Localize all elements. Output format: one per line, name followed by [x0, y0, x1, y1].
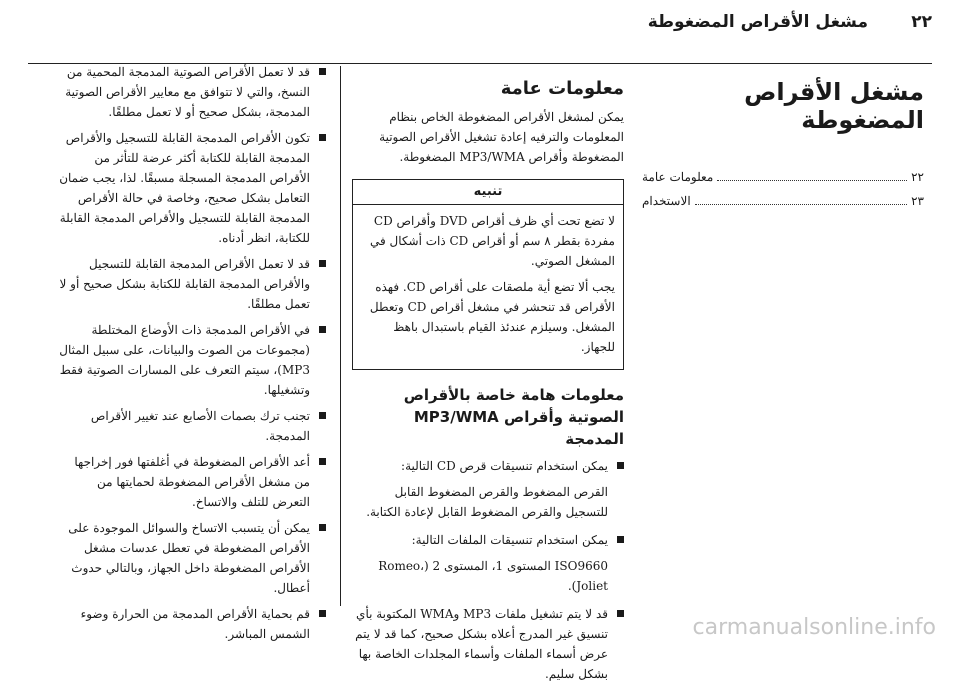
- notice-body: [353, 205, 623, 369]
- handling-list: [58, 62, 326, 644]
- subsection-title: معلومات هامة خاصة بالأقراص الصوتية وأقراص MP3/WMA المدمجة: [403, 386, 624, 448]
- notice-title: تنبيه: [353, 180, 623, 205]
- list-item-text: قم بحماية الأقراص المدمجة من الحرارة وضوء الشمس المباشر.: [80, 607, 310, 641]
- left-column: [58, 62, 326, 650]
- bullet-square-icon: [319, 610, 326, 617]
- list-item: [352, 530, 624, 596]
- list-item-text: قد لا تعمل الأقراص المدمجة القابلة للتسجيل والأقراص المدمجة القابلة للكتابة بشكل صحيح أو لا تعمل مطلقًا.: [59, 257, 310, 311]
- list-item: [58, 320, 326, 400]
- watermark: carmanualsonline.info: [692, 615, 936, 640]
- notice-paragraph: يجب ألا تضع أية ملصقات على أقراص CD. فهذه الأقراص قد تنحشر في مشغل أقراص CD وتعطل المشغل. وسيلزم عندئذ القيام باستبدال باهظ للجهاز.: [369, 280, 615, 354]
- list-item: [58, 254, 326, 314]
- bullet-square-icon: [319, 326, 326, 333]
- toc-entry-page: ٢٣: [911, 194, 924, 208]
- list-item-detail: ISO9660 المستوى 1، المستوى 2 (Romeo، Joliet).: [378, 559, 608, 593]
- bullet-square-icon: [319, 458, 326, 465]
- list-item-text: في الأقراص المدمجة ذات الأوضاع المختلطة (مجموعات من الصوت والبيانات، على سبيل المثال MP3)، سيتم التعرف على المسارات الصوتية فقط وتشغيلها.: [59, 323, 310, 397]
- list-item-text: تجنب ترك بصمات الأصابع عند تغيير الأقراص المدمجة.: [90, 409, 310, 443]
- bullet-square-icon: [319, 412, 326, 419]
- list-item: [58, 406, 326, 446]
- list-item-text: قد لا يتم تشغيل ملفات MP3 وWMA المكتوبة بأي تنسيق غير المدرج أعلاه بشكل صحيح، كما قد لا يتم عرض أسماء الملفات وأسماء المجلدات الخاصة بها بشكل سليم.: [355, 607, 608, 681]
- toc-entry-label: معلومات عامة: [642, 170, 714, 184]
- section-title: معلومات عامة: [500, 78, 624, 99]
- list-item: [58, 518, 326, 598]
- bullet-square-icon: [319, 260, 326, 267]
- bullet-square-icon: [617, 610, 624, 617]
- list-item-detail: القرص المضغوط والقرص المضغوط القابل للتسجيل والقرص المضغوط القابل لإعادة الكتابة.: [366, 485, 608, 519]
- list-item-text: تكون الأقراص المدمجة القابلة للتسجيل والأقراص المدمجة القابلة للكتابة أكثر عرضة للتأثر من الأقراص المدمجة المسجلة مسبقًا. لذا، يجب ضمان التعامل بشكل صحيح، وخاصة في حالة الأقراص المدمجة القابلة للتسجيل والأقراص المدمجة القابلة للكتابة، انظر أدناه.: [59, 131, 310, 245]
- list-item-text: قد لا تعمل الأقراص الصوتية المدمجة المحمية من النسخ، والتي لا تتوافق مع معايير الأقراص الصوتية المدمجة، بشكل صحيح أو لا تعمل مطلقًا.: [65, 65, 310, 119]
- bullet-square-icon: [617, 462, 624, 469]
- bullet-square-icon: [319, 68, 326, 75]
- toc-entry-label: الاستخدام: [642, 194, 691, 208]
- bullet-square-icon: [319, 524, 326, 531]
- list-item: [58, 604, 326, 644]
- toc-entry[interactable]: [642, 170, 924, 184]
- notice-paragraph: لا تضع تحت أي ظرف أقراص DVD وأقراص CD مفردة بقطر ٨ سم أو أقراص CD ذات أشكال في المشغل الصوتي.: [369, 214, 615, 268]
- column-divider: [340, 66, 341, 606]
- list-item: [58, 452, 326, 512]
- header-title: مشغل الأقراص المضغوطة: [647, 12, 868, 32]
- list-item-text: يمكن استخدام تنسيقات الملفات التالية:: [411, 533, 608, 547]
- intro-paragraph: يمكن لمشغل الأقراص المضغوطة الخاص بنظام المعلومات والترفيه إعادة تشغيل الأقراص الصوتية المضغوطة وأقراص MP3/WMA المضغوطة.: [379, 110, 624, 164]
- toc-entry[interactable]: [642, 194, 924, 208]
- middle-column: [352, 78, 624, 690]
- list-item-text: يمكن أن يتسبب الاتساخ والسوائل الموجودة على الأقراص المضغوطة في تعطل عدسات مشغل الأقراص المضغوطة داخل الجهاز، وبالتالي حدوث أعطال.: [68, 521, 310, 595]
- notice-box: [352, 179, 624, 370]
- toc-leader: [695, 204, 907, 205]
- list-item: [58, 128, 326, 248]
- list-item: [352, 456, 624, 522]
- bullet-square-icon: [319, 134, 326, 141]
- page-number: ٢٢: [911, 12, 932, 32]
- bullet-square-icon: [617, 536, 624, 543]
- format-list: [352, 456, 624, 684]
- chapter-title: مشغل الأقراص المضغوطة: [744, 78, 924, 134]
- toc-leader: [717, 180, 907, 181]
- list-item-text: يمكن استخدام تنسيقات قرص CD التالية:: [401, 459, 608, 473]
- list-item: [58, 62, 326, 122]
- right-column: [642, 78, 924, 218]
- toc-entry-page: ٢٢: [911, 170, 924, 184]
- list-item: [352, 604, 624, 684]
- list-item-text: أعد الأقراص المضغوطة في أغلفتها فور إخراجها من مشغل الأقراص المضغوطة لحمايتها من التعرض للتلف والاتساخ.: [74, 455, 310, 509]
